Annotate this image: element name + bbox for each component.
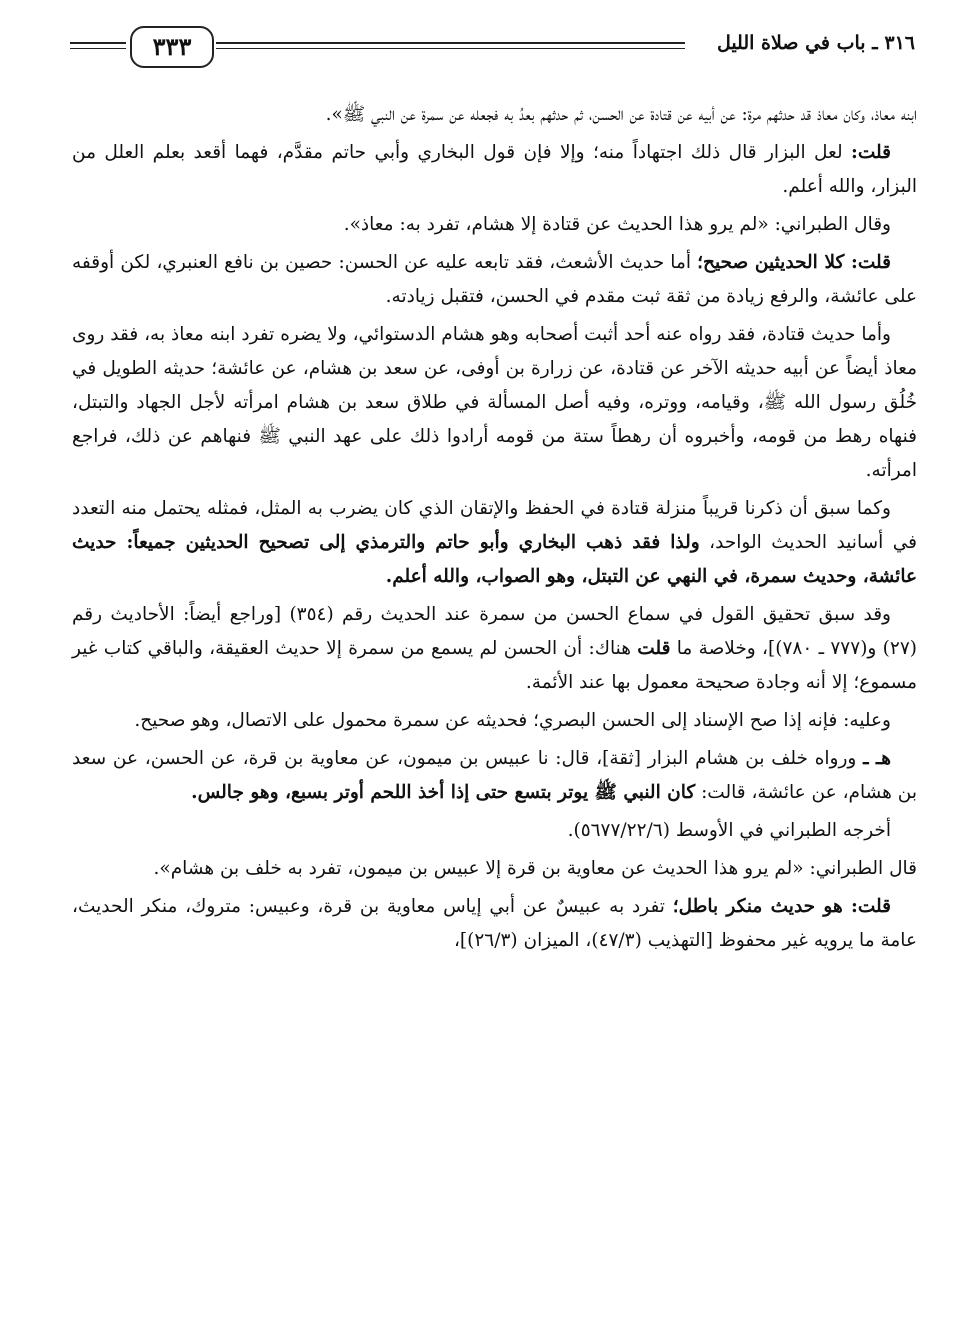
qultu-label: قلت: كلا الحديثين صحيح؛ xyxy=(697,252,892,273)
section-label: هـ ـ xyxy=(863,748,891,769)
paragraph-text: وكما سبق أن ذكرنا قريباً منزلة قتادة في الحفظ والإتقان الذي كان يضرب به المثل، فمثله يحتمل منه التعدد في أسانيد الحديث الواحد، xyxy=(72,498,917,553)
paragraph xyxy=(72,98,917,132)
paragraph-text: أما حديث الأشعث، فقد تابعه عليه عن الحسن: حصين بن نافع العنبري، لكن أوقفه على عائشة، والرفع زيادة من ثقة ثبت مقدم في الحسن، فتقبل زيادته. xyxy=(72,252,917,307)
paragraph-text: لعل البزار قال ذلك اجتهاداً منه؛ وإلا فإن قول البخاري وأبي حاتم مقدَّم، فهما أقعد بعلم العلل من البزار، والله أعلم. xyxy=(72,142,917,197)
paragraph xyxy=(72,852,917,886)
paragraph-text: هناك: أن الحسن لم يسمع من سمرة إلا حديث العقيقة، والباقي كتاب غير مسموع؛ إلا أنه وجادة صحيحة معمول بها عند الأئمة. xyxy=(72,638,917,693)
bold-text: ولذا فقد ذهب البخاري وأبو حاتم والترمذي إلى تصحيح الحديثين جميعاً: حديث عائشة، وحديث سمرة، في النهي عن التبتل، وهو الصواب، والله أعلم. xyxy=(72,532,917,587)
qultu-label: قلت: xyxy=(851,142,891,163)
bold-text: كان النبي ﷺ يوتر بتسع حتى إذا أخذ اللحم أوتر بسبع، وهو جالس. xyxy=(191,782,696,803)
paragraph-text: قال الطبراني: «لم يرو هذا الحديث عن معاوية بن قرة إلا عبيس بن ميمون، تفرد به خلف بن هشام». xyxy=(153,858,917,879)
paragraph xyxy=(72,704,917,738)
paragraph xyxy=(72,814,917,848)
paragraph xyxy=(72,598,917,700)
paragraph xyxy=(72,890,917,958)
paragraph xyxy=(72,318,917,488)
paragraph xyxy=(72,742,917,810)
paragraph xyxy=(72,492,917,594)
running-title: ٣١٦ ـ باب في صلاة الليل xyxy=(716,32,915,54)
header-rule xyxy=(70,48,126,49)
header-rule xyxy=(216,48,685,49)
qultu-label: قلت: هو حديث منكر باطل؛ xyxy=(672,896,891,917)
paragraph-text: وأما حديث قتادة، فقد رواه عنه أحد أثبت أصحابه وهو هشام الدستوائي، ولا يضره تفرد ابنه معاذ به، فقد روى معاذ أيضاً عن أبيه حديثه الآخر عن قتادة، عن زرارة بن أوفى، عن سعد بن هشام، عن عائشة؛ حديثه الطويل في خُلُق رسول الله ﷺ، وقيامه، ووتره، وفيه أصل المسألة في طلاق سعد بن هشام امرأته لأجل الجهاد والتبتل، فنهاه رهط من قومه، وأخبروه أن رهطاً ستة من قومه أرادوا ذلك على عهد النبي ﷺ فنهاهم عن ذلك، فراجع امرأته. xyxy=(72,324,917,481)
paragraph xyxy=(72,208,917,242)
page-header xyxy=(70,18,915,76)
paragraph-text: وعليه: فإنه إذا صح الإسناد إلى الحسن البصري؛ فحديثه عن سمرة محمول على الاتصال، وهو صحيح. xyxy=(134,710,891,731)
paragraph xyxy=(72,246,917,314)
paragraph-text: ابنه معاذ، وكان معاذ قد حدثهم مرة: عن أبيه عن قتادة عن الحسن، ثم حدثهم بعدُ به فجعله عن سمرة عن النبي ﷺ». xyxy=(325,104,917,125)
page-number: ٣٣٣ xyxy=(130,26,214,68)
paragraph xyxy=(72,136,917,204)
paragraph-text: تفرد به عبيسٌ عن أبي إياس معاوية بن قرة، وعبيس: متروك، منكر الحديث، عامة ما يرويه غير محفوظ [التهذيب (٤٧/٣)، الميزان (٢٦/٣)]، xyxy=(72,896,917,951)
header-rule xyxy=(216,42,685,44)
paragraph-text: وقال الطبراني: «لم يرو هذا الحديث عن قتادة إلا هشام، تفرد به: معاذ». xyxy=(343,214,891,235)
paragraph-text: ورواه خلف بن هشام البزار [ثقة]، قال: نا عبيس بن ميمون، عن معاوية بن قرة، عن الحسن، عن سعد بن هشام، عن عائشة، قالت: xyxy=(72,748,917,803)
bold-text: قلت xyxy=(637,638,671,659)
page-body xyxy=(72,98,917,962)
header-rule xyxy=(70,42,126,44)
paragraph-text: أخرجه الطبراني في الأوسط (٥٦٧٧/٢٢/٦). xyxy=(567,820,891,841)
paragraph-text: وقد سبق تحقيق القول في سماع الحسن من سمرة عند الحديث رقم (٣٥٤) [وراجع أيضاً: الأحاديث رقم (٢٧) و(٧٧٧ ـ ٧٨٠)]، وخلاصة ما xyxy=(72,604,917,659)
